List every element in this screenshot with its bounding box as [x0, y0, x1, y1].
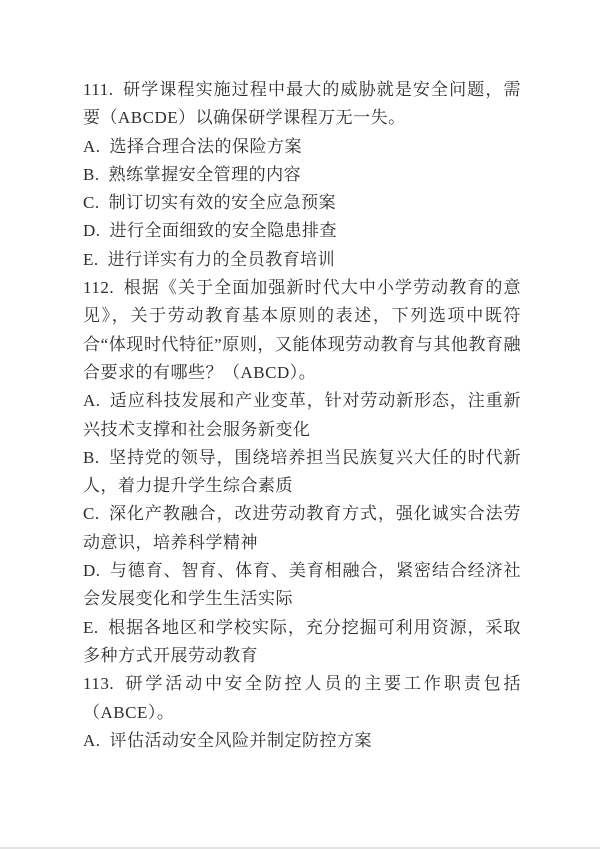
answer-option: [83, 614, 521, 671]
answer-option: [83, 500, 521, 557]
question-block: [83, 76, 521, 274]
option-text: 评估活动安全风险并制定防控方案: [109, 730, 373, 750]
option-text: 进行全面细致的安全隐患排查: [109, 221, 338, 241]
question-block: [83, 274, 521, 670]
option-text: 坚持党的领导，围绕培养担当民族复兴大任的时代新人，着力提升学生综合素质: [83, 447, 521, 496]
option-text: 熟练掌握安全管理的内容: [108, 164, 302, 184]
question-number: 112.: [83, 278, 115, 298]
option-label: E.: [83, 249, 99, 269]
answer-option: [83, 189, 521, 217]
option-label: C.: [83, 193, 100, 213]
answer-option: [83, 387, 521, 444]
question-number: 111.: [83, 80, 114, 99]
question-number: 113.: [83, 674, 115, 694]
option-text: 制订切实有效的安全应急预案: [108, 193, 337, 213]
option-label: E.: [83, 617, 99, 637]
question-text: 研学活动中安全防控人员的主要工作职责包括（ABCE）。: [83, 674, 521, 722]
option-text: 与德育、智育、体育、美育相融合，紧密结合经济社会发展变化和学生生活实际: [83, 561, 521, 609]
answer-option: [83, 444, 521, 501]
option-text: 选择合理合法的保险方案: [109, 136, 303, 156]
option-label: A.: [83, 730, 101, 750]
answer-option: [83, 727, 521, 755]
option-text: 根据各地区和学校实际，充分挖掘可利用资源，采取多种方式开展劳动教育: [83, 617, 521, 665]
answer-option: [83, 557, 521, 614]
question-block: [83, 670, 521, 755]
question-stem: [83, 274, 521, 387]
option-label: D.: [83, 561, 101, 581]
answer-option: [83, 161, 521, 189]
answer-option: [83, 133, 521, 161]
option-label: A.: [83, 391, 101, 411]
answer-option: [83, 217, 521, 245]
answer-option: [83, 246, 521, 274]
option-text: 适应科技发展和产业变革，针对劳动新形态，注重新兴技术支撑和社会服务新变化: [83, 391, 521, 439]
option-text: 深化产教融合，改进劳动教育方式，强化诚实合法劳动意识，培养科学精神: [83, 504, 521, 552]
option-label: D.: [83, 221, 101, 241]
option-label: B.: [83, 164, 100, 184]
question-stem: [83, 76, 521, 133]
questions-list: [83, 76, 521, 755]
option-text: 进行详实有力的全员教育培训: [107, 249, 336, 269]
question-stem: [83, 670, 521, 727]
option-label: A.: [83, 136, 101, 156]
question-text: 根据《关于全面加强新时代大中小学劳动教育的意见》，关于劳动教育基本原则的表述，下列选项中既符合“体现时代特征”原则，又能体现劳动教育与其他教育融合要求的有哪些？（ABCD）。: [83, 278, 521, 382]
option-label: B.: [83, 447, 100, 467]
option-label: C.: [83, 504, 100, 524]
question-text: 研学课程实施过程中最大的威胁就是安全问题，需要（ABCDE）以确保研学课程万无一失。: [83, 80, 521, 128]
